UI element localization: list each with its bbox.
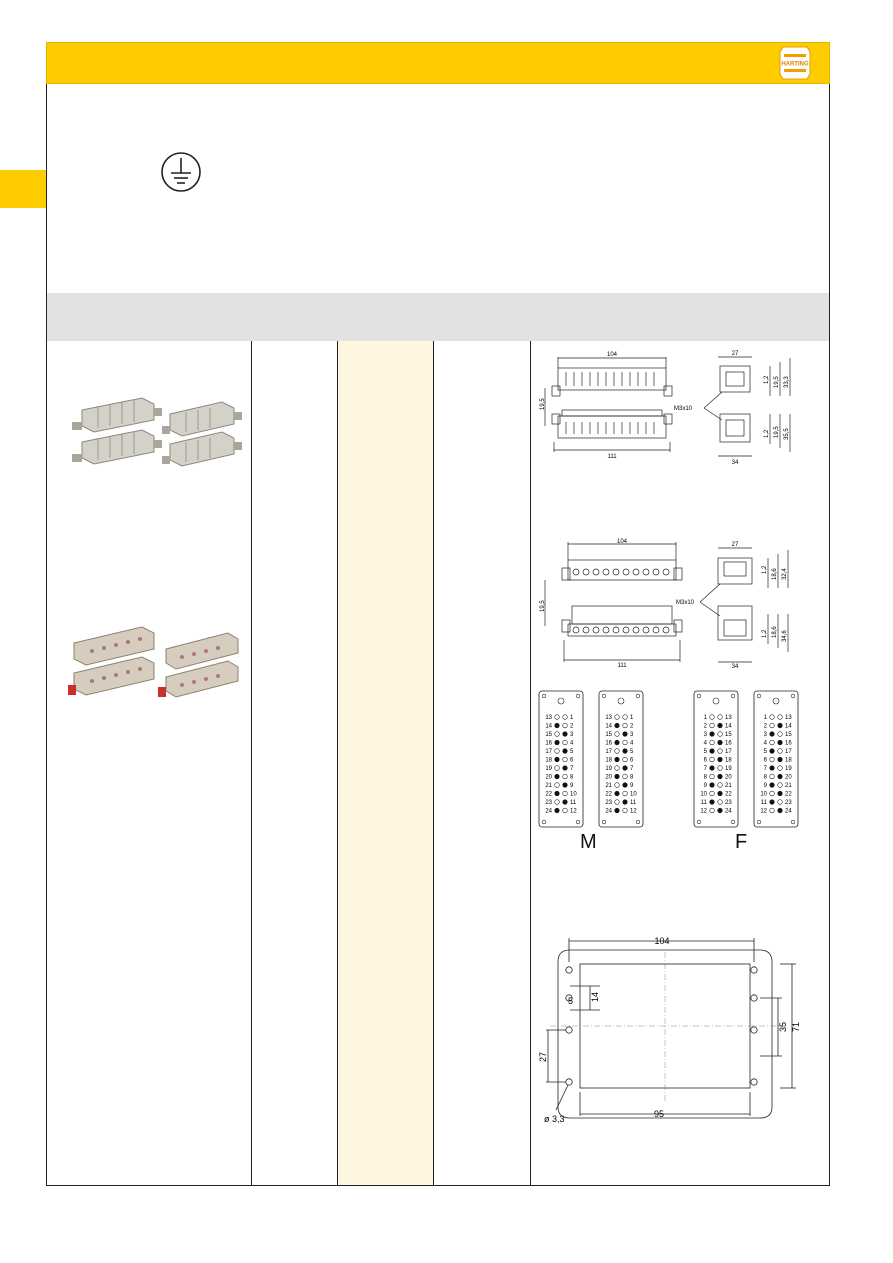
pin-number: 7 bbox=[763, 766, 767, 772]
screw-dimension-drawing bbox=[540, 540, 825, 668]
pin-contact bbox=[563, 715, 568, 720]
pin-contact bbox=[623, 808, 628, 813]
pin-number: 10 bbox=[630, 791, 637, 798]
svg-text:32,4: 32,4 bbox=[782, 568, 788, 580]
pin-contact bbox=[555, 791, 560, 796]
pin-contact bbox=[770, 757, 775, 762]
pin-number: 5 bbox=[570, 749, 574, 755]
pin-contact bbox=[770, 808, 775, 813]
pin-contact bbox=[710, 723, 715, 728]
svg-text:27: 27 bbox=[731, 351, 739, 357]
pin-contact bbox=[710, 732, 715, 737]
pin-number: 9 bbox=[763, 783, 767, 789]
pin-number: 5 bbox=[630, 749, 634, 755]
pin-contact bbox=[563, 723, 568, 728]
pin-contact bbox=[718, 732, 723, 737]
pin-contact bbox=[615, 766, 620, 771]
pin-number: 8 bbox=[703, 774, 707, 781]
pin-number: 19 bbox=[785, 766, 792, 772]
pin-number: 12 bbox=[570, 808, 577, 815]
crimp-insert-photo bbox=[62, 380, 242, 480]
pin-number: 21 bbox=[725, 783, 732, 789]
pin-number: 24 bbox=[785, 808, 792, 815]
pin-contact bbox=[615, 783, 620, 788]
pin-contact bbox=[770, 800, 775, 805]
pin-contact bbox=[623, 766, 628, 771]
pin-number: 13 bbox=[725, 715, 732, 721]
pin-contact bbox=[770, 715, 775, 720]
svg-text:19,5: 19,5 bbox=[540, 398, 546, 410]
svg-text:35,5: 35,5 bbox=[784, 428, 790, 440]
pin-number: 18 bbox=[725, 757, 732, 764]
svg-text:19,5: 19,5 bbox=[774, 376, 780, 388]
pin-contact bbox=[718, 774, 723, 779]
pin-contact bbox=[623, 774, 628, 779]
svg-text:1,2: 1,2 bbox=[764, 375, 770, 384]
pin-number: 14 bbox=[725, 723, 732, 730]
pin-contact bbox=[718, 800, 723, 805]
pin-number: 15 bbox=[725, 732, 732, 738]
pin-number: 24 bbox=[545, 808, 552, 815]
pin-number: 15 bbox=[785, 732, 792, 738]
pin-contact bbox=[770, 740, 775, 745]
female-label: F bbox=[735, 831, 748, 853]
pin-number: 4 bbox=[763, 740, 767, 747]
pin-contact bbox=[718, 791, 723, 796]
svg-text:14: 14 bbox=[590, 991, 600, 1002]
pin-number: 2 bbox=[763, 723, 767, 730]
pin-contact bbox=[623, 783, 628, 788]
svg-text:ø 3,3: ø 3,3 bbox=[544, 1114, 565, 1124]
pin-number: 21 bbox=[605, 783, 612, 789]
pin-contact bbox=[770, 749, 775, 754]
pin-number: 18 bbox=[545, 757, 552, 764]
pin-number: 20 bbox=[785, 774, 792, 781]
pin-number: 13 bbox=[545, 715, 552, 721]
svg-text:1,2: 1,2 bbox=[762, 565, 768, 574]
pin-number: 7 bbox=[703, 766, 707, 772]
pin-number: 16 bbox=[785, 740, 792, 747]
pin-contact bbox=[710, 791, 715, 796]
svg-text:111: 111 bbox=[607, 454, 617, 460]
pin-contact bbox=[710, 800, 715, 805]
pin-contact bbox=[770, 732, 775, 737]
pin-contact bbox=[615, 715, 620, 720]
pin-contact bbox=[563, 740, 568, 745]
pin-contact bbox=[623, 749, 628, 754]
pin-number: 22 bbox=[545, 791, 552, 798]
pin-number: 18 bbox=[785, 757, 792, 764]
pin-number: 8 bbox=[763, 774, 767, 781]
highlight-column bbox=[338, 341, 433, 1185]
pin-contact bbox=[555, 757, 560, 762]
pin-number: 19 bbox=[605, 766, 612, 772]
pin-contact bbox=[710, 783, 715, 788]
pin-contact bbox=[710, 740, 715, 745]
pin-contact bbox=[555, 783, 560, 788]
pin-number: 19 bbox=[725, 766, 732, 772]
pin-contact bbox=[778, 766, 783, 771]
pin-contact bbox=[555, 732, 560, 737]
pin-contact bbox=[563, 791, 568, 796]
header-bar bbox=[46, 42, 830, 84]
female-plate-b bbox=[754, 691, 798, 827]
pin-contact bbox=[710, 757, 715, 762]
pin-contact bbox=[615, 791, 620, 796]
pin-number: 21 bbox=[545, 783, 552, 789]
pin-contact bbox=[710, 774, 715, 779]
pin-number: 22 bbox=[605, 791, 612, 798]
pin-contact bbox=[623, 723, 628, 728]
pin-number: 10 bbox=[570, 791, 577, 798]
svg-text:M3x10: M3x10 bbox=[676, 600, 695, 606]
male-label: M bbox=[580, 831, 597, 853]
pin-number: 16 bbox=[605, 740, 612, 747]
pin-contact bbox=[623, 791, 628, 796]
pin-contact bbox=[563, 766, 568, 771]
pin-number: 14 bbox=[545, 723, 552, 730]
svg-text:5: 5 bbox=[568, 996, 574, 1006]
pin-number: 13 bbox=[785, 715, 792, 721]
pin-contact bbox=[778, 749, 783, 754]
pin-number: 7 bbox=[570, 766, 574, 772]
pin-number: 6 bbox=[630, 757, 634, 764]
pin-contact bbox=[718, 740, 723, 745]
pin-contact bbox=[710, 808, 715, 813]
pin-number: 19 bbox=[545, 766, 552, 772]
pin-contact bbox=[555, 749, 560, 754]
svg-text:27: 27 bbox=[538, 1051, 548, 1062]
pin-number: 11 bbox=[760, 800, 767, 806]
pin-contact bbox=[778, 791, 783, 796]
pin-number: 11 bbox=[700, 800, 707, 806]
pin-number: 9 bbox=[630, 783, 634, 789]
pin-number: 24 bbox=[725, 808, 732, 815]
pin-number: 4 bbox=[570, 740, 574, 747]
pin-contact bbox=[555, 800, 560, 805]
column-divider bbox=[433, 341, 434, 1186]
pin-contact bbox=[778, 757, 783, 762]
svg-text:104: 104 bbox=[654, 936, 670, 946]
pin-contact bbox=[718, 723, 723, 728]
panel-cutout-drawing bbox=[540, 932, 810, 1127]
pin-number: 8 bbox=[570, 774, 574, 781]
screw-insert-photo bbox=[62, 615, 242, 710]
pin-contact bbox=[615, 808, 620, 813]
pin-number: 13 bbox=[605, 715, 612, 721]
pin-contact bbox=[563, 732, 568, 737]
pin-number: 1 bbox=[570, 715, 574, 721]
pin-number: 14 bbox=[605, 723, 612, 730]
pin-contact bbox=[615, 774, 620, 779]
pin-contact bbox=[615, 749, 620, 754]
pin-number: 14 bbox=[785, 723, 792, 730]
pin-number: 17 bbox=[605, 749, 612, 755]
svg-text:34: 34 bbox=[731, 460, 739, 466]
pin-contact bbox=[563, 800, 568, 805]
pin-number: 23 bbox=[785, 800, 792, 806]
svg-text:19,5: 19,5 bbox=[774, 426, 780, 438]
svg-text:M3x10: M3x10 bbox=[674, 406, 693, 412]
male-plate-a bbox=[539, 691, 583, 827]
pin-contact bbox=[563, 808, 568, 813]
column-divider bbox=[251, 341, 252, 1186]
pin-number: 1 bbox=[703, 715, 707, 721]
pin-contact bbox=[718, 715, 723, 720]
pin-number: 1 bbox=[630, 715, 634, 721]
svg-text:HARTING: HARTING bbox=[781, 61, 809, 68]
pin-number: 20 bbox=[545, 774, 552, 781]
pin-number: 3 bbox=[703, 732, 707, 738]
pin-number: 22 bbox=[785, 791, 792, 798]
pin-number: 2 bbox=[570, 723, 574, 730]
pin-contact bbox=[563, 774, 568, 779]
pin-number: 5 bbox=[763, 749, 767, 755]
pin-contact bbox=[718, 749, 723, 754]
pin-number: 6 bbox=[570, 757, 574, 764]
svg-text:34: 34 bbox=[731, 664, 739, 670]
svg-text:27: 27 bbox=[731, 542, 739, 548]
pin-number: 20 bbox=[605, 774, 612, 781]
svg-text:95: 95 bbox=[653, 1109, 665, 1119]
pin-number: 4 bbox=[630, 740, 634, 747]
pin-number: 21 bbox=[785, 783, 792, 789]
svg-text:104: 104 bbox=[606, 352, 618, 358]
pin-number: 24 bbox=[605, 808, 612, 815]
svg-text:71: 71 bbox=[791, 1021, 801, 1032]
svg-text:19,5: 19,5 bbox=[540, 600, 546, 612]
pin-number: 3 bbox=[570, 732, 574, 738]
pin-contact bbox=[778, 740, 783, 745]
pin-number: 12 bbox=[760, 808, 767, 815]
pin-contact bbox=[718, 808, 723, 813]
pin-number: 10 bbox=[700, 791, 707, 798]
pin-number: 1 bbox=[763, 715, 767, 721]
svg-text:111: 111 bbox=[617, 663, 627, 669]
harting-logo bbox=[777, 44, 813, 82]
pin-contact bbox=[615, 732, 620, 737]
pin-number: 12 bbox=[630, 808, 637, 815]
pin-number: 11 bbox=[570, 800, 577, 806]
pin-contact bbox=[778, 723, 783, 728]
pin-contact bbox=[623, 732, 628, 737]
pin-number: 17 bbox=[725, 749, 732, 755]
pin-contact bbox=[555, 740, 560, 745]
table-header-band bbox=[47, 293, 829, 341]
pin-number: 12 bbox=[700, 808, 707, 815]
pin-contact bbox=[555, 715, 560, 720]
svg-text:35: 35 bbox=[778, 1021, 788, 1032]
pin-contact bbox=[718, 766, 723, 771]
pin-contact bbox=[718, 757, 723, 762]
female-plate-a bbox=[694, 691, 738, 827]
pin-number: 6 bbox=[703, 757, 707, 764]
svg-text:1,2: 1,2 bbox=[762, 629, 768, 638]
svg-text:18,6: 18,6 bbox=[772, 626, 778, 638]
pin-contact bbox=[778, 715, 783, 720]
pin-number: 2 bbox=[703, 723, 707, 730]
pin-contact bbox=[555, 774, 560, 779]
pin-contact bbox=[778, 808, 783, 813]
pin-number: 15 bbox=[545, 732, 552, 738]
pin-contact bbox=[615, 740, 620, 745]
pin-contact bbox=[555, 808, 560, 813]
pin-number: 15 bbox=[605, 732, 612, 738]
pin-number: 3 bbox=[763, 732, 767, 738]
svg-text:104: 104 bbox=[616, 539, 628, 545]
pin-number: 9 bbox=[703, 783, 707, 789]
pin-number: 11 bbox=[630, 800, 637, 806]
pin-number: 8 bbox=[630, 774, 634, 781]
pin-number: 2 bbox=[630, 723, 634, 730]
male-plate-b bbox=[599, 691, 643, 827]
pin-contact bbox=[623, 715, 628, 720]
column-divider bbox=[530, 341, 531, 1186]
pin-contact bbox=[770, 783, 775, 788]
pin-contact bbox=[563, 749, 568, 754]
pin-number: 9 bbox=[570, 783, 574, 789]
pin-number: 16 bbox=[725, 740, 732, 747]
pin-contact bbox=[778, 732, 783, 737]
pin-number: 18 bbox=[605, 757, 612, 764]
svg-text:1,2: 1,2 bbox=[764, 429, 770, 438]
svg-text:18,6: 18,6 bbox=[772, 568, 778, 580]
pin-number: 3 bbox=[630, 732, 634, 738]
pin-contact bbox=[710, 749, 715, 754]
pin-contact bbox=[770, 723, 775, 728]
pin-number: 7 bbox=[630, 766, 634, 772]
pin-number: 5 bbox=[703, 749, 707, 755]
pin-contact bbox=[623, 800, 628, 805]
pin-contact bbox=[778, 774, 783, 779]
pin-number: 10 bbox=[760, 791, 767, 798]
svg-text:33,3: 33,3 bbox=[784, 376, 790, 388]
crimp-dimension-drawing bbox=[540, 348, 825, 466]
pin-contact bbox=[555, 723, 560, 728]
pin-contact bbox=[563, 783, 568, 788]
pin-contact bbox=[563, 757, 568, 762]
pin-contact bbox=[710, 766, 715, 771]
column-divider bbox=[337, 341, 338, 1186]
pin-number: 23 bbox=[545, 800, 552, 806]
pin-contact bbox=[623, 740, 628, 745]
pin-contact bbox=[555, 766, 560, 771]
pin-contact bbox=[615, 757, 620, 762]
pin-number: 6 bbox=[763, 757, 767, 764]
pin-number: 4 bbox=[703, 740, 707, 747]
pin-number: 17 bbox=[545, 749, 552, 755]
pin-contact bbox=[778, 800, 783, 805]
pin-contact bbox=[710, 715, 715, 720]
pin-number: 22 bbox=[725, 791, 732, 798]
pin-contact bbox=[623, 757, 628, 762]
pin-number: 17 bbox=[785, 749, 792, 755]
pin-contact bbox=[615, 723, 620, 728]
pin-contact bbox=[770, 791, 775, 796]
svg-text:34,6: 34,6 bbox=[782, 630, 788, 642]
pin-number: 23 bbox=[605, 800, 612, 806]
pin-layout-diagrams bbox=[538, 690, 800, 830]
section-tab bbox=[0, 170, 46, 208]
pin-contact bbox=[615, 800, 620, 805]
pin-number: 20 bbox=[725, 774, 732, 781]
pin-number: 16 bbox=[545, 740, 552, 747]
pin-number: 23 bbox=[725, 800, 732, 806]
pin-contact bbox=[770, 774, 775, 779]
pin-contact bbox=[778, 783, 783, 788]
protective-earth-icon bbox=[160, 151, 202, 193]
pin-contact bbox=[770, 766, 775, 771]
pin-contact bbox=[718, 783, 723, 788]
